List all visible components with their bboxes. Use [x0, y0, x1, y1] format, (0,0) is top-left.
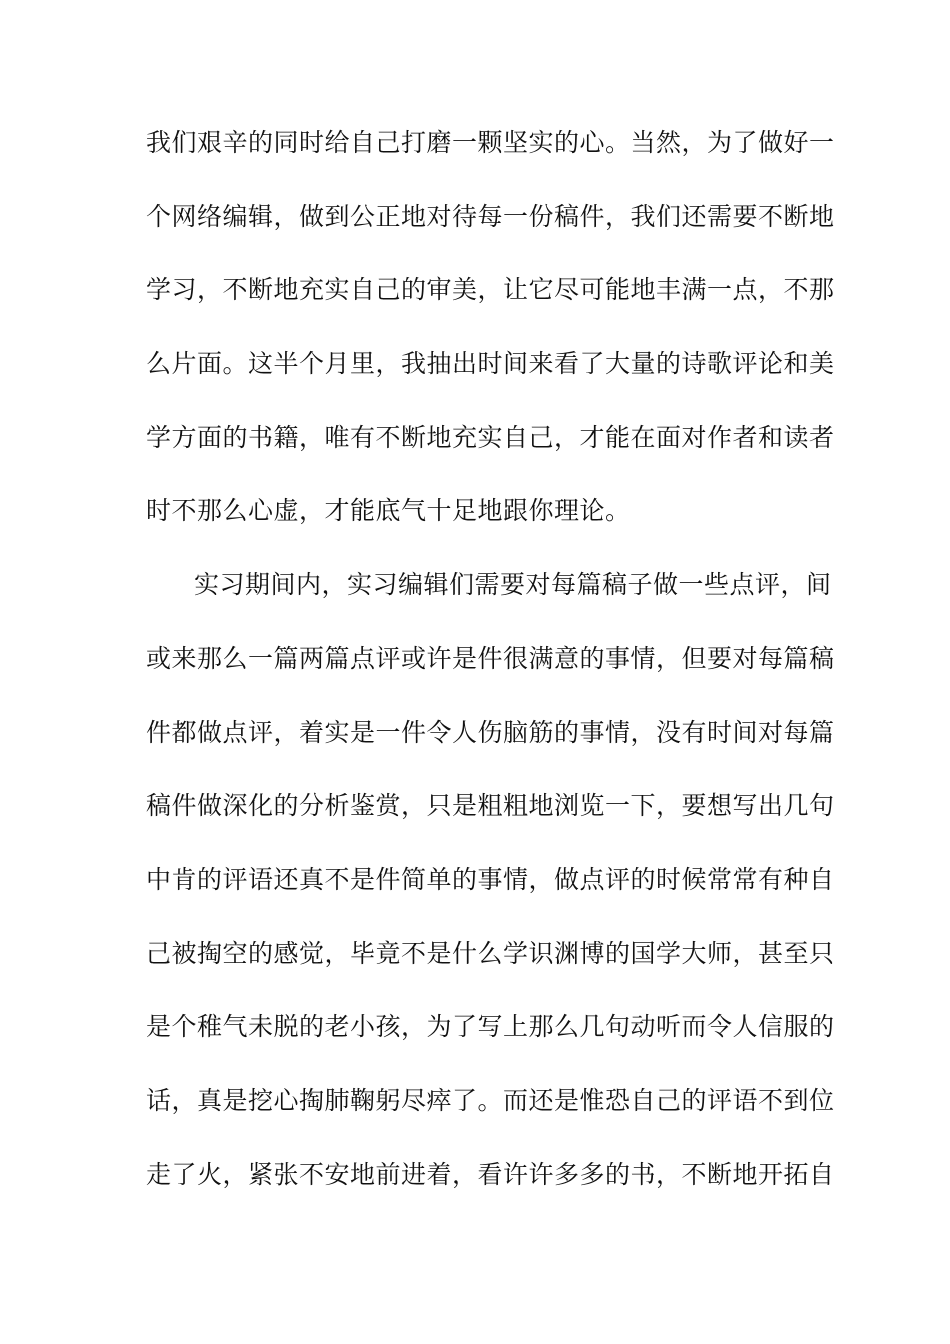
- paragraph-end-line: 时不那么心虚，才能底气十足地跟你理论。: [146, 496, 631, 526]
- text-line: 个网络编辑，做到公正地对待每一份稿件，我们还需要不断地: [146, 201, 835, 231]
- text-line: 中肯的评语还真不是件简单的事情，做点评的时候常常有种自: [146, 864, 835, 894]
- text-line: 学方面的书籍，唯有不断地充实自己，才能在面对作者和读者: [146, 422, 835, 452]
- paragraph-start-line: 实习期间内，实习编辑们需要对每篇稿子做一些点评，间: [194, 570, 832, 600]
- text-line: 或来那么一篇两篇点评或许是件很满意的事情，但要对每篇稿: [146, 643, 835, 673]
- text-line: 走了火，紧张不安地前进着，看许许多多的书，不断地开拓自: [146, 1159, 835, 1189]
- text-line: 我们艰辛的同时给自己打磨一颗坚实的心。当然，为了做好一: [146, 128, 835, 157]
- text-line: 己被掏空的感觉，毕竟不是什么学识渊博的国学大师，甚至只: [146, 938, 835, 968]
- text-line: 么片面。这半个月里，我抽出时间来看了大量的诗歌评论和美: [146, 349, 835, 379]
- text-line: 是个稚气未脱的老小孩，为了写上那么几句动听而令人信服的: [146, 1012, 835, 1042]
- text-line: 件都做点评，着实是一件令人伤脑筋的事情，没有时间对每篇: [146, 717, 835, 747]
- text-line: 学习，不断地充实自己的审美，让它尽可能地丰满一点，不那: [146, 275, 835, 305]
- body-text: [146, 124, 835, 1229]
- text-line: 稿件做深化的分析鉴赏，只是粗粗地浏览一下，要想写出几句: [146, 791, 835, 821]
- text-line: 话，真是挖心掏肺鞠躬尽瘁了。而还是惟恐自己的评语不到位: [146, 1085, 835, 1115]
